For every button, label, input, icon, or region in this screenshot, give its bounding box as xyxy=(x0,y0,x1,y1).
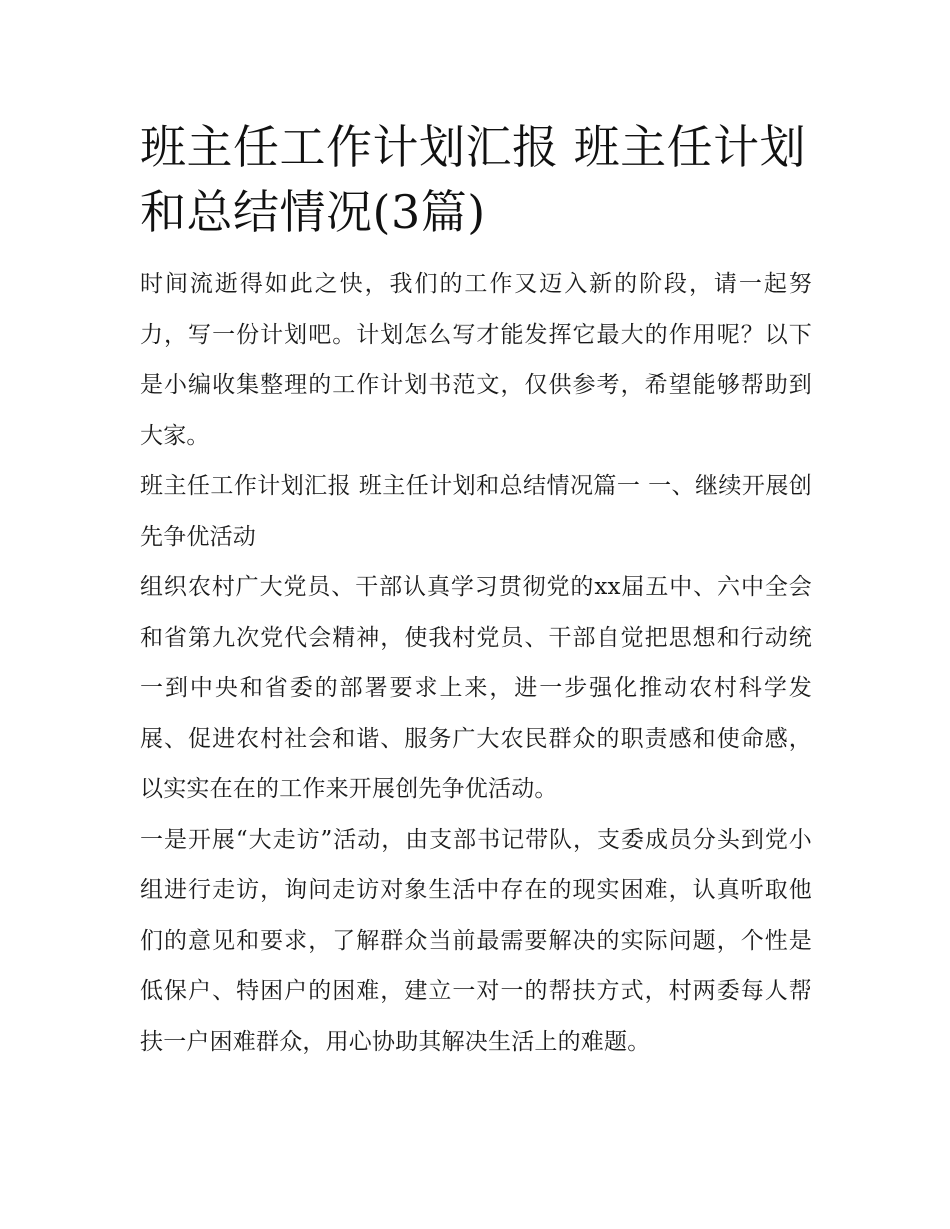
paragraph-section-heading: 班主任工作计划汇报 班主任计划和总结情况篇一 一、继续开展创先争优活动 xyxy=(140,473,812,550)
document-body xyxy=(140,115,812,1067)
paragraph-visit: 一是开展“大走访”活动，由支部书记带队，支委成员分头到党小组进行走访，询问走访对象生活中存在的现实困难，认真听取他们的意见和要求，了解群众当前最需要解决的实际问题，个性是低保户、特困户的困难，建立一对一的帮扶方式，村两委每人帮扶一户困难群众，用心协助其解决生活上的难题。 xyxy=(140,826,812,1055)
document-title: 班主任工作计划汇报 班主任计划和总结情况(3篇) xyxy=(140,120,807,239)
paragraph-intro: 时间流逝得如此之快，我们的工作又迈入新的阶段，请一起努力，写一份计划吧。计划怎么写才能发挥它最大的作用呢？以下是小编收集整理的工作计划书范文，仅供参考，希望能够帮助到大家。 xyxy=(140,271,812,449)
paragraph-organize: 组织农村广大党员、干部认真学习贯彻党的xx届五中、六中全会和省第九次党代会精神，使我村党员、干部自觉把思想和行动统一到中央和省委的部署要求上来，进一步强化推动农村科学发展、促进农村社会和谐、服务广大农民群众的职责感和使命感，以实实在在的工作来开展创先争优活动。 xyxy=(140,574,812,802)
